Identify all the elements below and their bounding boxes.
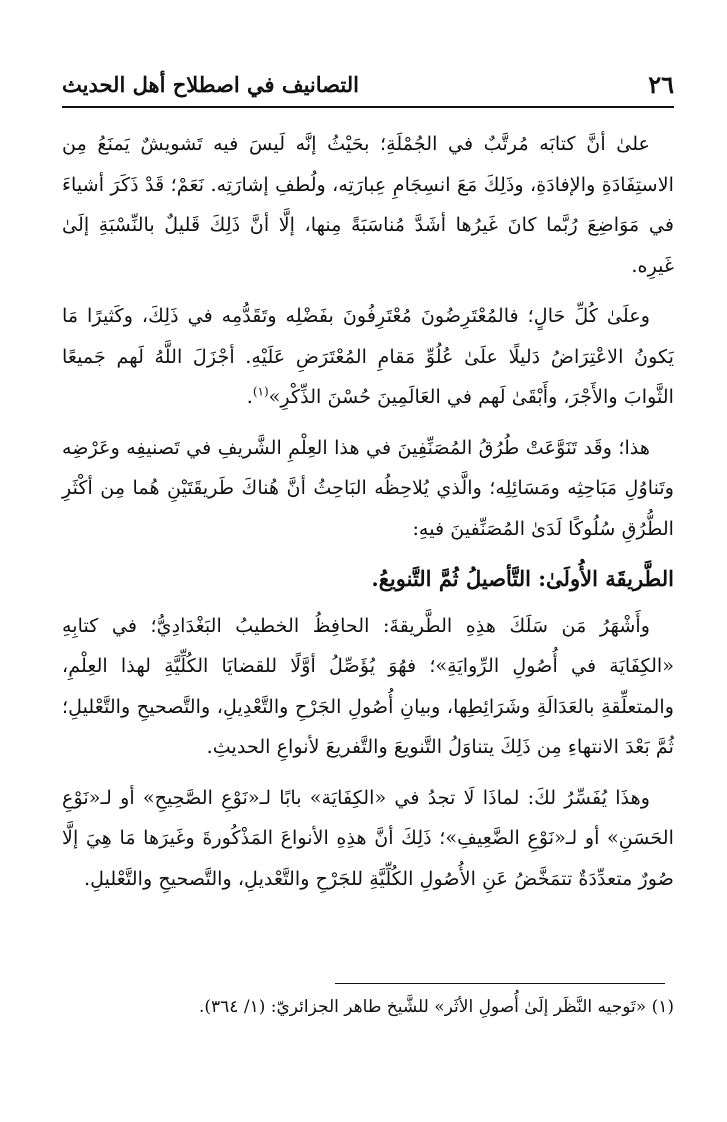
footnote-reference: (١) bbox=[252, 384, 269, 399]
footnote: (١) «تَوجيه النَّظَر إلَىٰ أُصولِ الأثَر» للشَّيخ طاهر الجزائريّ: (١/ ٣٦٤). bbox=[199, 997, 674, 1017]
section-heading: الطَّريقَة الأُولَىٰ: التَّأصيلُ ثُمَّ التَّنويعُ. bbox=[371, 566, 674, 591]
paragraph-1: علىٰ أنَّ كتابَه مُرتَّبٌ في الجُمْلَةِ؛ بحَيْثُ إنَّه لَيسَ فيه تَشويشٌ يَمنَعُ مِن الاستِفَادَةِ والإفادَةِ، وذَلِكَ مَعَ انسِجَامِ عِبارَتِه، ولُطفِ إشارَتِه. نَعَمْ؛ قَدْ ذَكَرَ أشياءَ في مَوَاضِعَ رُبَّما كانَ غَيرُها أشَدَّ مُناسَبَةً مِنها، إلَّا أنَّ ذَلِكَ قَليلٌ بالنِّسْبَةِ إلَىٰ غَيرِه. bbox=[62, 132, 674, 277]
paragraph-3: هذا؛ وقَد تَنَوَّعَتْ طُرُقُ المُصَنِّفِينَ في هذا العِلْمِ الشَّريفِ في تَصنيفِه وعَرْضِه وتَناوُلِ مَبَاحِثِه ومَسَائِلِه؛ والَّذي يُلاحِظُه البَاحِثُ أنَّ هُناكَ طَريقَتَيْنِ هُما مِن أكْثَرِ الطُّرُقِ سُلُوكًا لَدَىٰ المُصَنِّفينَ فيهِ: bbox=[62, 435, 674, 540]
page-number: ٢٦ bbox=[648, 69, 674, 99]
paragraph-2: وعلَىٰ كُلِّ حَالٍ؛ فالمُعْتَرِضُونَ مُعْتَرِفُونَ بفَضْلِه وتَقَدُّمِه في ذَلِكَ، وكَثيرًا مَا يَكونُ الاعْتِرَاضُ دَليلًا علَىٰ عُلُوِّ مَقامِ المُعْتَرَضِ عَلَيْهِ. أجْزَلَ اللَّهُ لَهم جَميعًا الثَّوابَ والأَجْرَ، وأَبْقَىٰ لَهم في العَالَمِينَ حُسْنَ الذِّكْرِ»$^{(١)}$. bbox=[62, 304, 674, 408]
running-title: التصانيف في اصطلاح أهل الحديث bbox=[62, 71, 359, 97]
page-header bbox=[62, 62, 674, 108]
paragraph-2-text: وعلَىٰ كُلِّ حَالٍ؛ فالمُعْتَرِضُونَ مُعْتَرِفُونَ بفَضْلِه وتَقَدُّمِه في ذَلِكَ، وكَثيرًا مَا يَكونُ الاعْتِرَاضُ دَليلًا علَىٰ عُلُوِّ مَقامِ المُعْتَرَضِ عَلَيْهِ. أجْزَلَ اللَّهُ لَهم جَميعًا الثَّوابَ والأَجْرَ، وأَبْقَىٰ لَهم في العَالَمِينَ حُسْنَ الذِّكْرِ» bbox=[62, 304, 674, 408]
paragraph-5: وهذَا يُفَسِّرُ لكَ: لماذَا لَا تجدُ في «الكِفَايَة» بابًا لـ«نَوْعِ الصَّحِيحِ» أو لـ«نَوْعِ الحَسَنِ» أو لـ«نَوْعِ الضَّعِيفِ»؛ ذَلِكَ أنَّ هذِهِ الأنواعَ المَذْكُورةَ وغَيرَها مَا هِيَ إلَّا صُورٌ متعدِّدَةٌ تتمَخَّضُ عَنِ الأُصُولِ الكُلِّيَّةِ للجَرْحِ والتَّعْديلِ، والتَّصحيحِ والتَّعْليلِ. bbox=[62, 785, 674, 890]
main-text bbox=[62, 124, 674, 909]
paragraph-4: وأَشْهَرُ مَن سَلَكَ هذِهِ الطَّريقةَ: الحافِظُ الخطيبُ البَغْدَادِيُّ؛ في كتابِهِ «الكِفَايَة في أُصُولِ الرِّوايَةِ»؛ فهُوَ يُؤَصِّلُ أوَّلًا للقضايَا الكُلِّيَّةِ لهذا العِلْمِ، والمتعلِّقةِ بالعَدَالَةِ وشَرَائِطِها، وبيانِ أُصُولِ الجَرْحِ والتَّعْدِيلِ، والتَّصحيحِ والتَّعْليلِ؛ ثُمَّ بَعْدَ الانتهاءِ مِن ذَلِكَ يتناوَلُ التَّنويعَ والتَّفريعَ لأنواعِ الحديثِ. bbox=[62, 613, 674, 758]
footnote-divider bbox=[335, 983, 665, 984]
